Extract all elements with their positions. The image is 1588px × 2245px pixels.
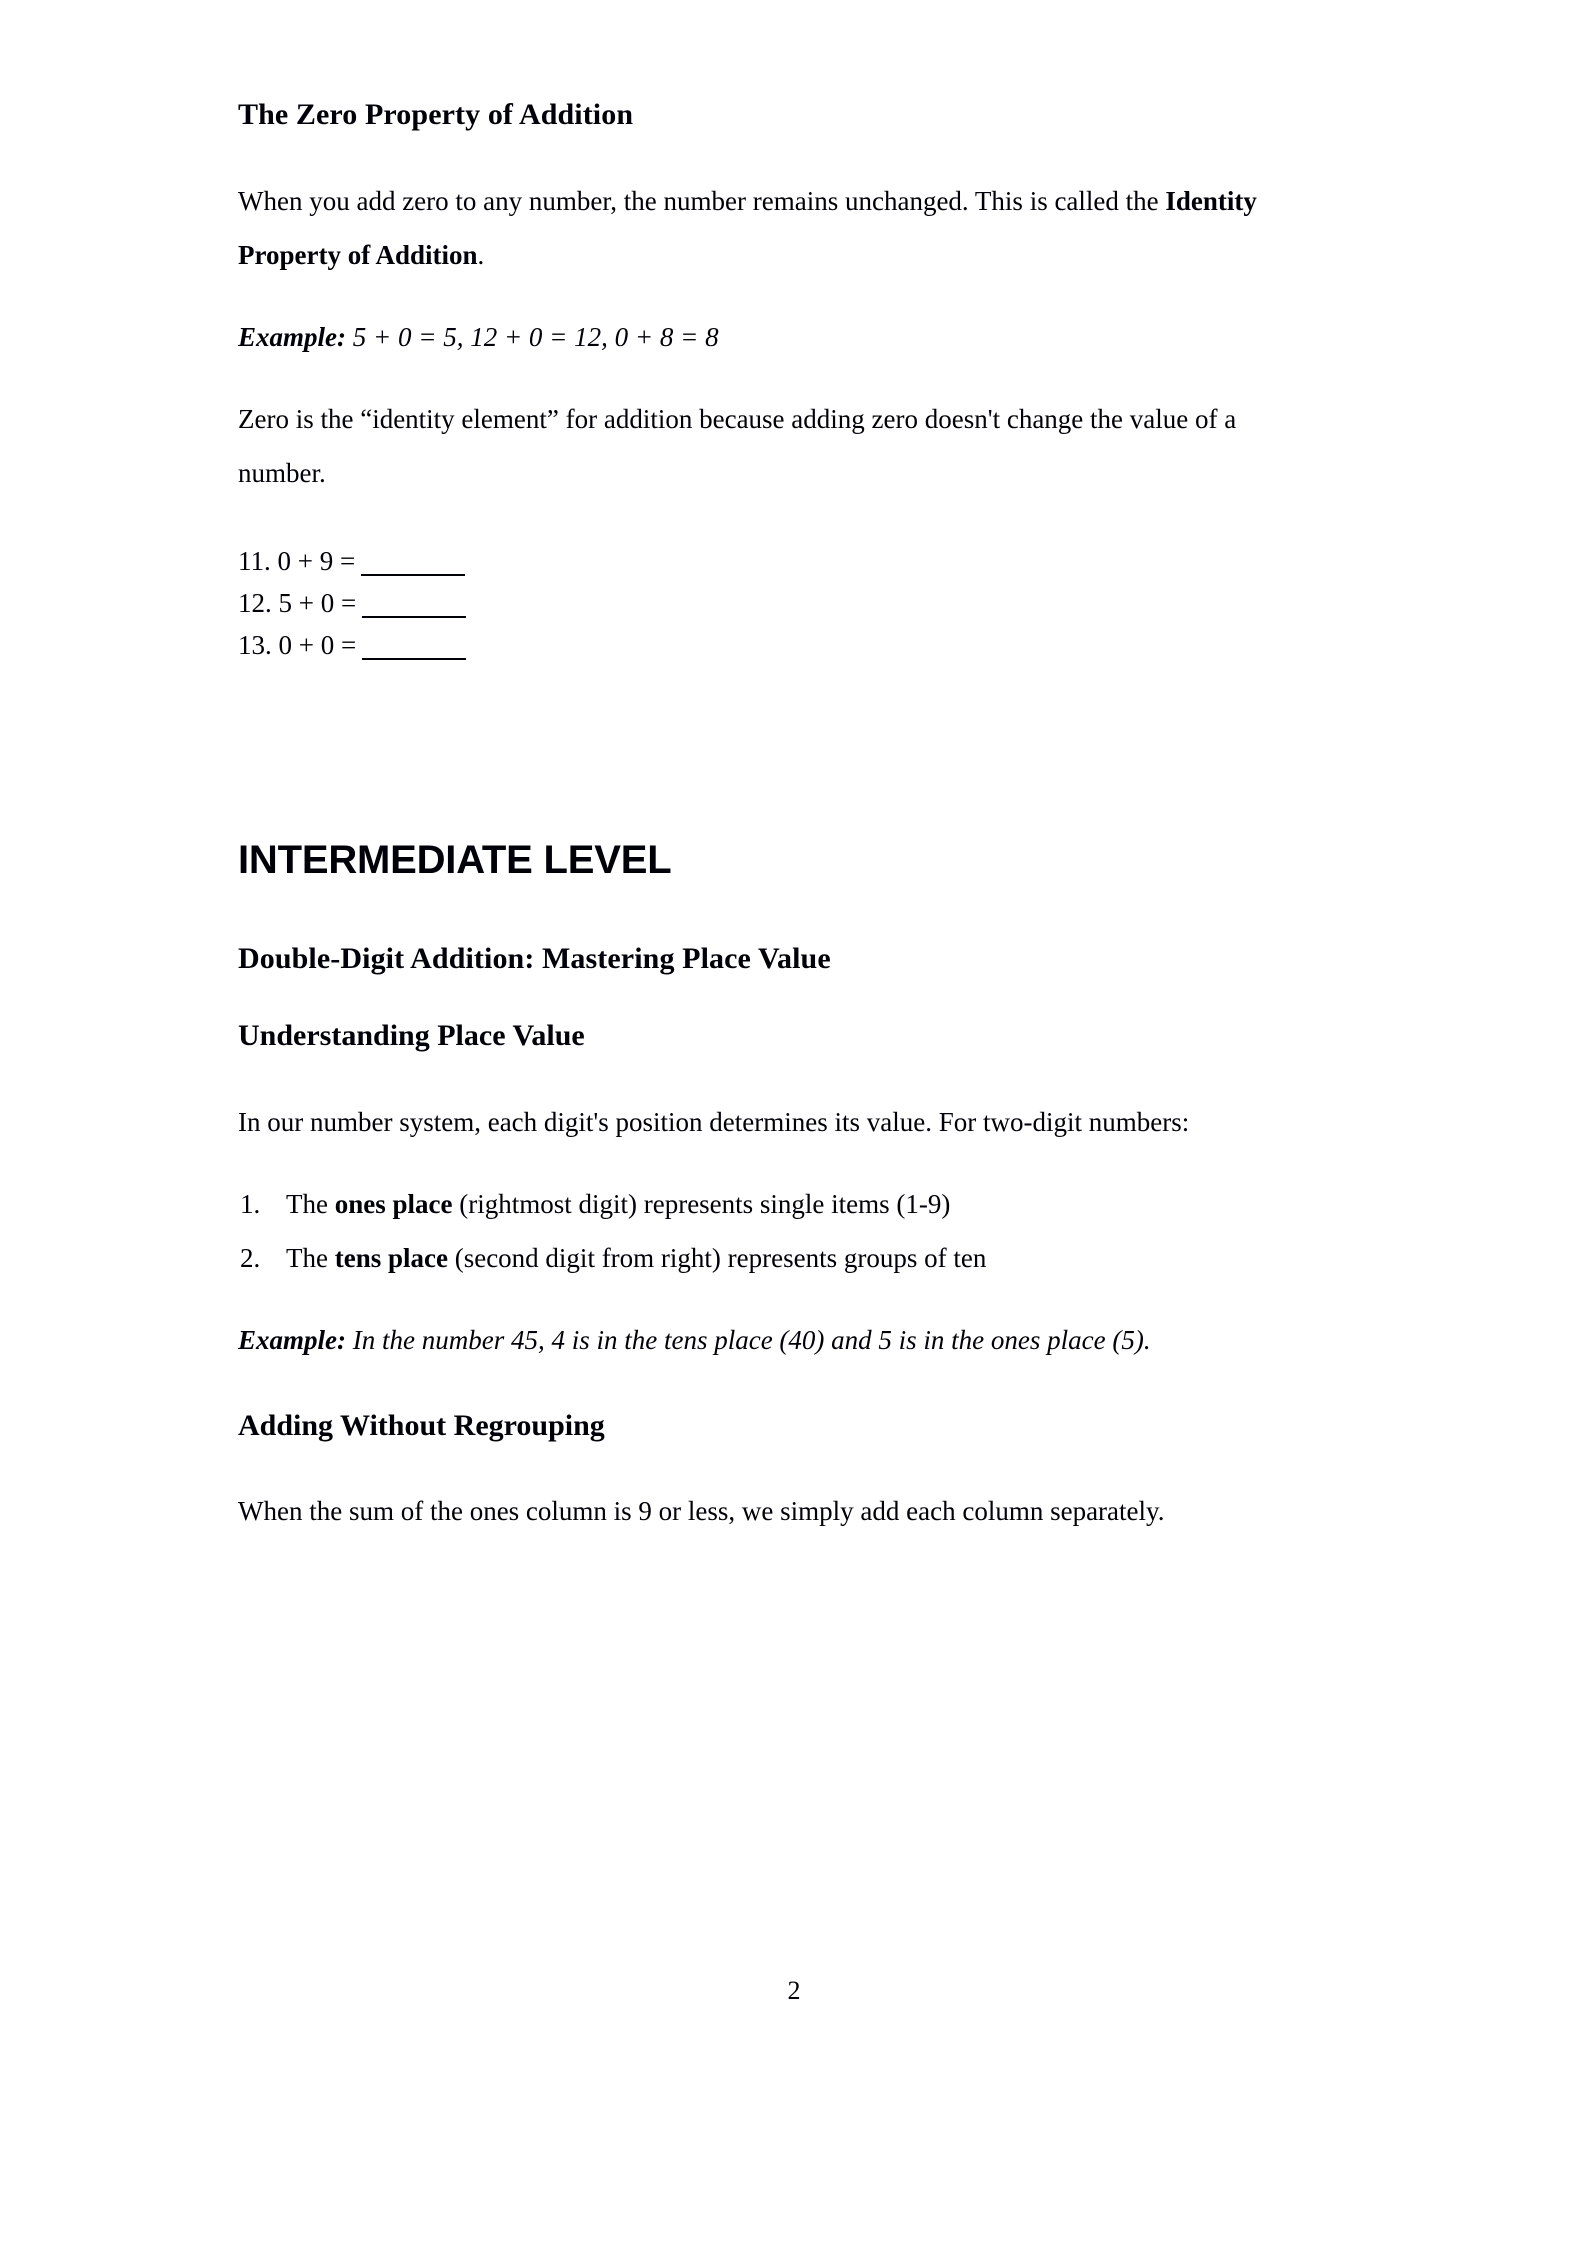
exercise-problem: 0 + 0 =: [278, 629, 357, 660]
double-digit-addition-heading: Double-Digit Addition: Mastering Place Value: [238, 941, 831, 975]
exercise-problem: 0 + 9 =: [277, 545, 356, 576]
exercise-number: 13.: [238, 629, 272, 660]
page-content: [238, 0, 1328, 1538]
list-item-marker: 2.: [240, 1242, 261, 1273]
spacer-before-exercises: [238, 500, 1328, 540]
exercise-item: [238, 582, 1328, 624]
exercise-number: 12.: [238, 587, 272, 618]
intermediate-level-heading: INTERMEDIATE LEVEL: [238, 837, 672, 882]
list-item-prefix: The: [286, 1188, 335, 1219]
zero-property-explanation-paragraph: Zero is the “identity element” for addition because adding zero doesn't change the value of a number.: [238, 403, 1237, 488]
spacer-before-zero-example: [238, 282, 1328, 310]
spacer-after-regrouping-heading: [238, 1444, 1328, 1484]
exercise-answer-blank[interactable]: [361, 574, 465, 576]
place-value-example-text: In the number 45, 4 is in the tens place (40) and 5 is in the ones place (5).: [346, 1324, 1151, 1355]
list-item: [238, 1177, 1328, 1231]
exercise-number: 11.: [238, 545, 271, 576]
place-value-example-line: [238, 1313, 1328, 1367]
zero-property-example-label: Example:: [238, 321, 346, 352]
exercise-answer-blank[interactable]: [362, 616, 466, 618]
spacer-after-level-heading: [238, 884, 1328, 940]
place-value-intro-paragraph: In our number system, each digit's position determines its value. For two-digit numbers:: [238, 1106, 1190, 1137]
spacer-before-intermediate-level: [238, 666, 1328, 836]
adding-without-regrouping-heading: Adding Without Regrouping: [238, 1408, 605, 1442]
zero-property-heading: The Zero Property of Addition: [238, 98, 634, 131]
zero-property-example-line: [238, 310, 1328, 364]
list-item: [238, 1231, 1328, 1285]
zero-property-exercise-list: [238, 540, 1328, 666]
zero-property-intro-text-before: When you add zero to any number, the number remains unchanged. This is called the: [238, 185, 1166, 216]
place-value-ordered-list: [238, 1177, 1328, 1285]
list-item-prefix: The: [286, 1242, 335, 1273]
spacer-before-zero-explanation: [238, 364, 1328, 392]
spacer-after-zero-heading: [238, 134, 1328, 174]
spacer-after-topic-heading: [238, 977, 1328, 1017]
adding-without-regrouping-paragraph: When the sum of the ones column is 9 or less, we simply add each column separately.: [238, 1496, 1165, 1526]
top-spacer: [238, 0, 1328, 96]
exercise-item: [238, 540, 1328, 582]
list-item-marker: 1.: [240, 1188, 261, 1219]
list-item-suffix: (rightmost digit) represents single items (1-9): [452, 1188, 951, 1219]
page-number-footer: 2: [787, 1976, 801, 2005]
identity-property-term: Identity Property of Addition: [238, 185, 1257, 270]
zero-property-example-text: 5 + 0 = 5, 12 + 0 = 12, 0 + 8 = 8: [346, 321, 719, 352]
list-item-suffix: (second digit from right) represents groups of ten: [447, 1242, 987, 1273]
zero-property-intro-text-after: .: [477, 239, 485, 270]
tens-place-term: tens place: [334, 1242, 448, 1273]
spacer-after-place-value-heading: [238, 1055, 1328, 1095]
exercise-answer-blank[interactable]: [362, 658, 466, 660]
spacer-before-place-value-list: [238, 1149, 1328, 1177]
spacer-before-regrouping-heading: [238, 1367, 1328, 1407]
exercise-problem: 5 + 0 =: [278, 587, 357, 618]
ones-place-term: ones place: [334, 1188, 453, 1219]
zero-property-intro-paragraph: [238, 174, 1328, 282]
spacer-before-place-value-example: [238, 1285, 1328, 1313]
place-value-example-label: Example:: [238, 1324, 346, 1355]
exercise-item: [238, 624, 1328, 666]
understanding-place-value-heading: Understanding Place Value: [238, 1019, 585, 1052]
